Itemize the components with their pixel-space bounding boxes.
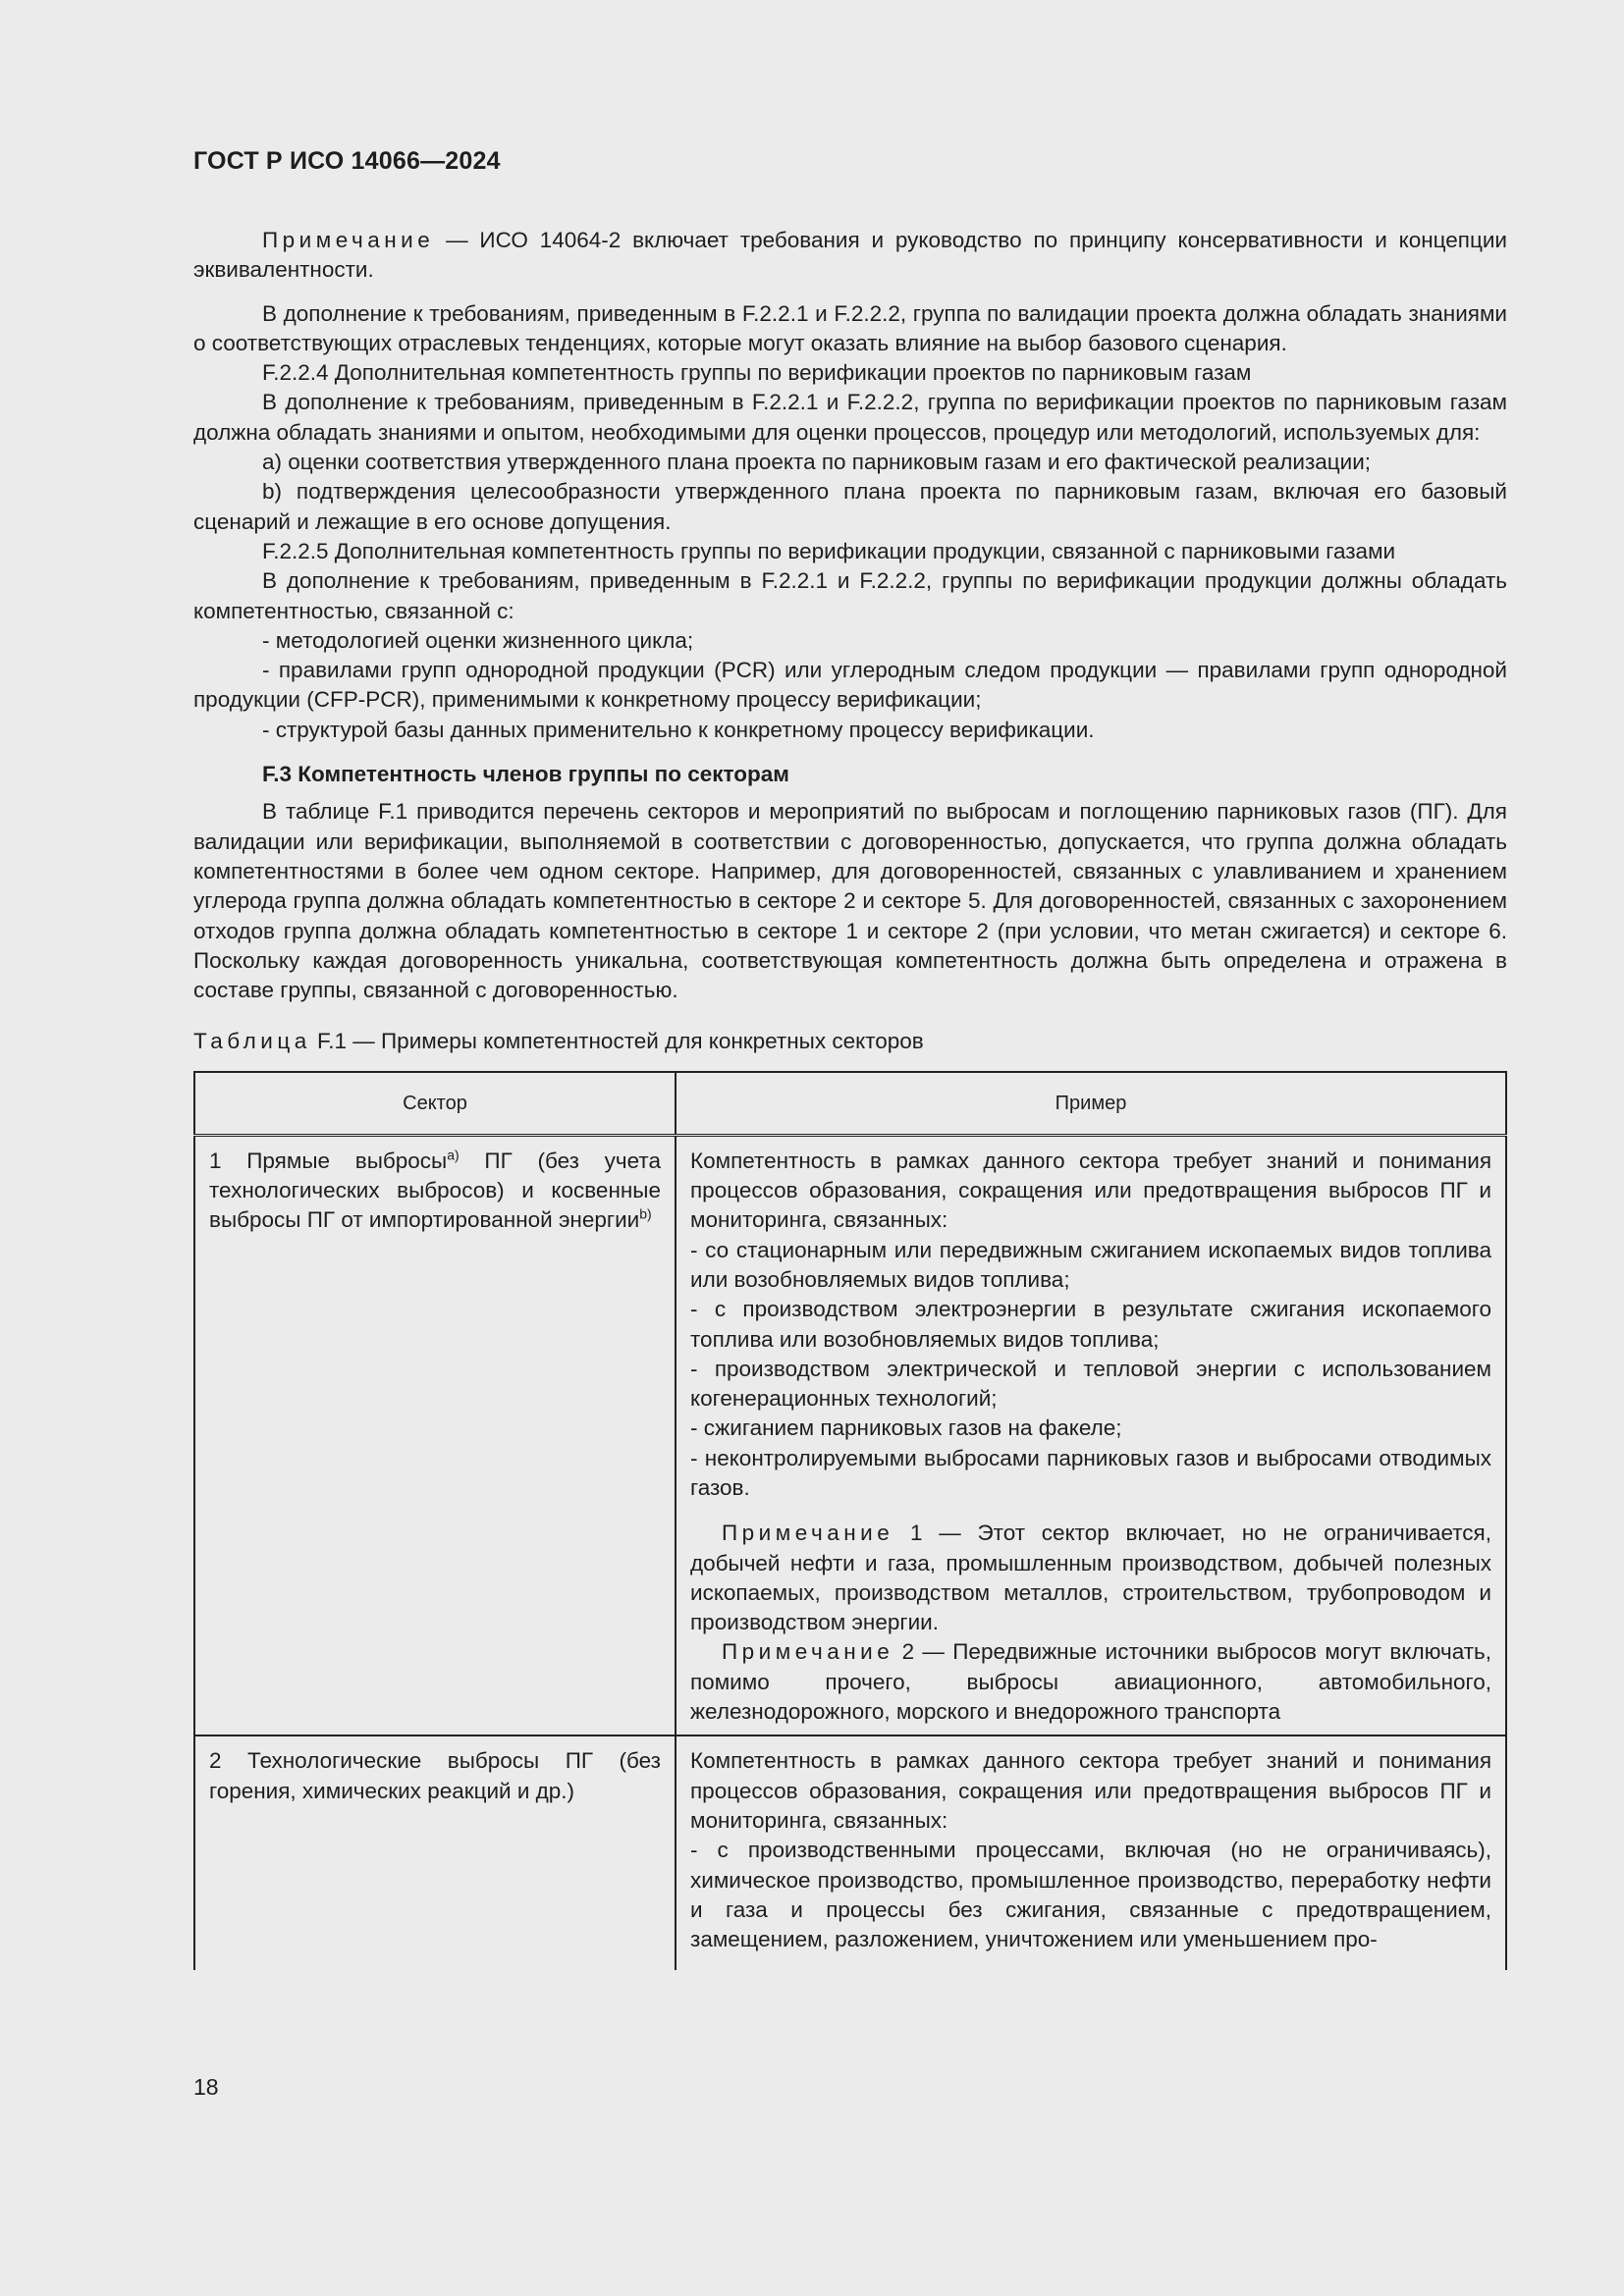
clause-f225: F.2.2.5 Дополнительная компетентность группы по верификации продукции, связанной с парниковыми газами — [262, 538, 1396, 563]
table-header-row — [194, 1072, 1506, 1136]
table-row — [194, 1135, 1506, 1735]
example-1-item: - неконтролируемыми выбросами парниковых газов и выбросами отводимых газов. — [690, 1445, 1491, 1500]
note-1-label: Примечание — [722, 1521, 894, 1546]
footnote-ref-a: a) — [447, 1147, 460, 1163]
section-heading-f3: F.3 Компетентность членов группы по секторам — [262, 762, 789, 787]
table-caption-label: Таблица — [193, 1029, 311, 1054]
page-header: ГОСТ Р ИСО 14066—2024 — [193, 147, 501, 175]
table-row — [194, 1735, 1506, 1970]
note-label: Примечание — [262, 228, 435, 252]
note-2-label: Примечание — [722, 1639, 894, 1665]
table-cell-example-1 — [676, 1135, 1506, 1735]
table-caption-text: F.1 — Примеры компетентностей для конкретных секторов — [310, 1029, 924, 1054]
competence-table — [193, 1071, 1507, 1971]
column-header-example: Пример — [676, 1072, 1506, 1136]
table-cell-sector-1 — [194, 1135, 676, 1735]
example-1-note-1 — [690, 1519, 1491, 1637]
example-1-note-2 — [690, 1637, 1491, 1727]
dash-item-3: - структурой базы данных применительно к конкретному процессу верификации. — [262, 717, 1095, 742]
example-1-intro: Компетентность в рамках данного сектора требует знаний и понимания процессов образования, сокращения или предотвращения выбросов ПГ и мониторинга, связанных: — [690, 1148, 1491, 1233]
note-2-text: 2 — Передвижные источники выбросов могут включать, помимо прочего, выбросы авиационного, автомобильного, железнодорожного, морского и внедорожного транспорта — [690, 1639, 1491, 1725]
sector-1-text — [209, 1147, 661, 1236]
table-caption — [193, 1027, 1507, 1056]
dash-item-2: - правилами групп однородной продукции (PCR) или углеродным следом продукции — правилами групп однородной продукции (CFP-PCR), применимыми к конкретному процессу верификации; — [193, 658, 1507, 713]
document-body — [193, 226, 1507, 1970]
sector-1-text-b: ПГ (без учета технологических выбросов) и косвенные выбросы ПГ от импортированной энергии — [209, 1148, 661, 1233]
paragraph-verification-products: В дополнение к требованиям, приведенным в F.2.2.1 и F.2.2.2, группы по верификации продукции должны обладать компетентностью, связанной с: — [193, 568, 1507, 623]
note-1-text: 1 — Этот сектор включает, но не ограничивается, добычей нефти и газа, промышленным производством, добычей полезных ископаемых, производством металлов, строительством, трубопроводом и производством энергии. — [690, 1521, 1491, 1635]
paragraph-validation: В дополнение к требованиям, приведенным в F.2.2.1 и F.2.2.2, группа по валидации проекта должна обладать знаниями о соответствующих отраслевых тенденциях, которые могут оказать влияние на выбор базового сценария. — [193, 300, 1507, 355]
sector-1-text-a: 1 Прямые выбросы — [209, 1148, 448, 1173]
paragraph-table-intro: В таблице F.1 приводится перечень секторов и мероприятий по выбросам и поглощению парниковых газов (ПГ). Для валидации или верификации, выполняемой в соответствии с договоренностью, допускается, что группа должна обладать компетентностями в более чем одном секторе. Например, для договоренностей, связанных с улавливанием и хранением углерода группа должна обладать компетентностью в секторе 2 и секторе 5. Для договоренностей, связанных с захоронением отходов группа должна обладать компетентностью в секторе 1 и секторе 2 (при условии, что метан сжигается) и секторе 6. Поскольку каждая договоренность уникальна, соответствующая компетентность должна быть определена и отражена в составе группы, связанной с договоренностью. — [193, 799, 1507, 1003]
clause-f224: F.2.2.4 Дополнительная компетентность группы по верификации проектов по парниковым газам — [262, 360, 1252, 386]
table-cell-sector-2 — [194, 1735, 676, 1970]
example-1-item: - сжиганием парниковых газов на факеле; — [690, 1415, 1122, 1441]
example-1-item: - с производством электроэнергии в результате сжигания ископаемого топлива или возобновляемых видов топлива; — [690, 1297, 1491, 1352]
footnote-ref-b: b) — [639, 1205, 652, 1222]
example-2-intro: Компетентность в рамках данного сектора требует знаний и понимания процессов образования, сокращения или предотвращения выбросов ПГ и мониторинга, связанных: — [690, 1748, 1491, 1833]
sector-2-text: 2 Технологические выбросы ПГ (без горения, химических реакций и др.) — [209, 1748, 661, 1803]
table-cell-example-2 — [676, 1735, 1506, 1970]
column-header-sector: Сектор — [194, 1072, 676, 1136]
example-1-item: - со стационарным или передвижным сжиганием ископаемых видов топлива или возобновляемых видов топлива; — [690, 1237, 1491, 1292]
note-intro — [193, 226, 1507, 286]
example-1-item: - производством электрической и тепловой энергии с использованием когенерационных технологий; — [690, 1356, 1491, 1412]
list-item-b: b) подтверждения целесообразности утвержденного плана проекта по парниковым газам, включая его базовый сценарий и лежащие в его основе допущения. — [193, 479, 1507, 534]
page-number: 18 — [193, 2074, 219, 2100]
note-text: — ИСО 14064-2 включает требования и руководство по принципу консервативности и концепции эквивалентности. — [193, 228, 1507, 283]
example-2-item: - с производственными процессами, включая (но не ограничиваясь), химическое производство, промышленное производство, переработку нефти и газа и процессы без сжигания, связанные с предотвращением, замещением, разложением, уничтожением или уменьшением про- — [690, 1838, 1491, 1952]
dash-item-1: - методологией оценки жизненного цикла; — [262, 627, 694, 653]
paragraph-verification-projects: В дополнение к требованиям, приведенным в F.2.2.1 и F.2.2.2, группа по верификации проектов по парниковым газам должна обладать знаниями и опытом, необходимыми для оценки процессов, процедур или методологий, используемых для: — [193, 390, 1507, 445]
list-item-a: a) оценки соответствия утвержденного плана проекта по парниковым газам и его фактической реализации; — [262, 450, 1372, 475]
